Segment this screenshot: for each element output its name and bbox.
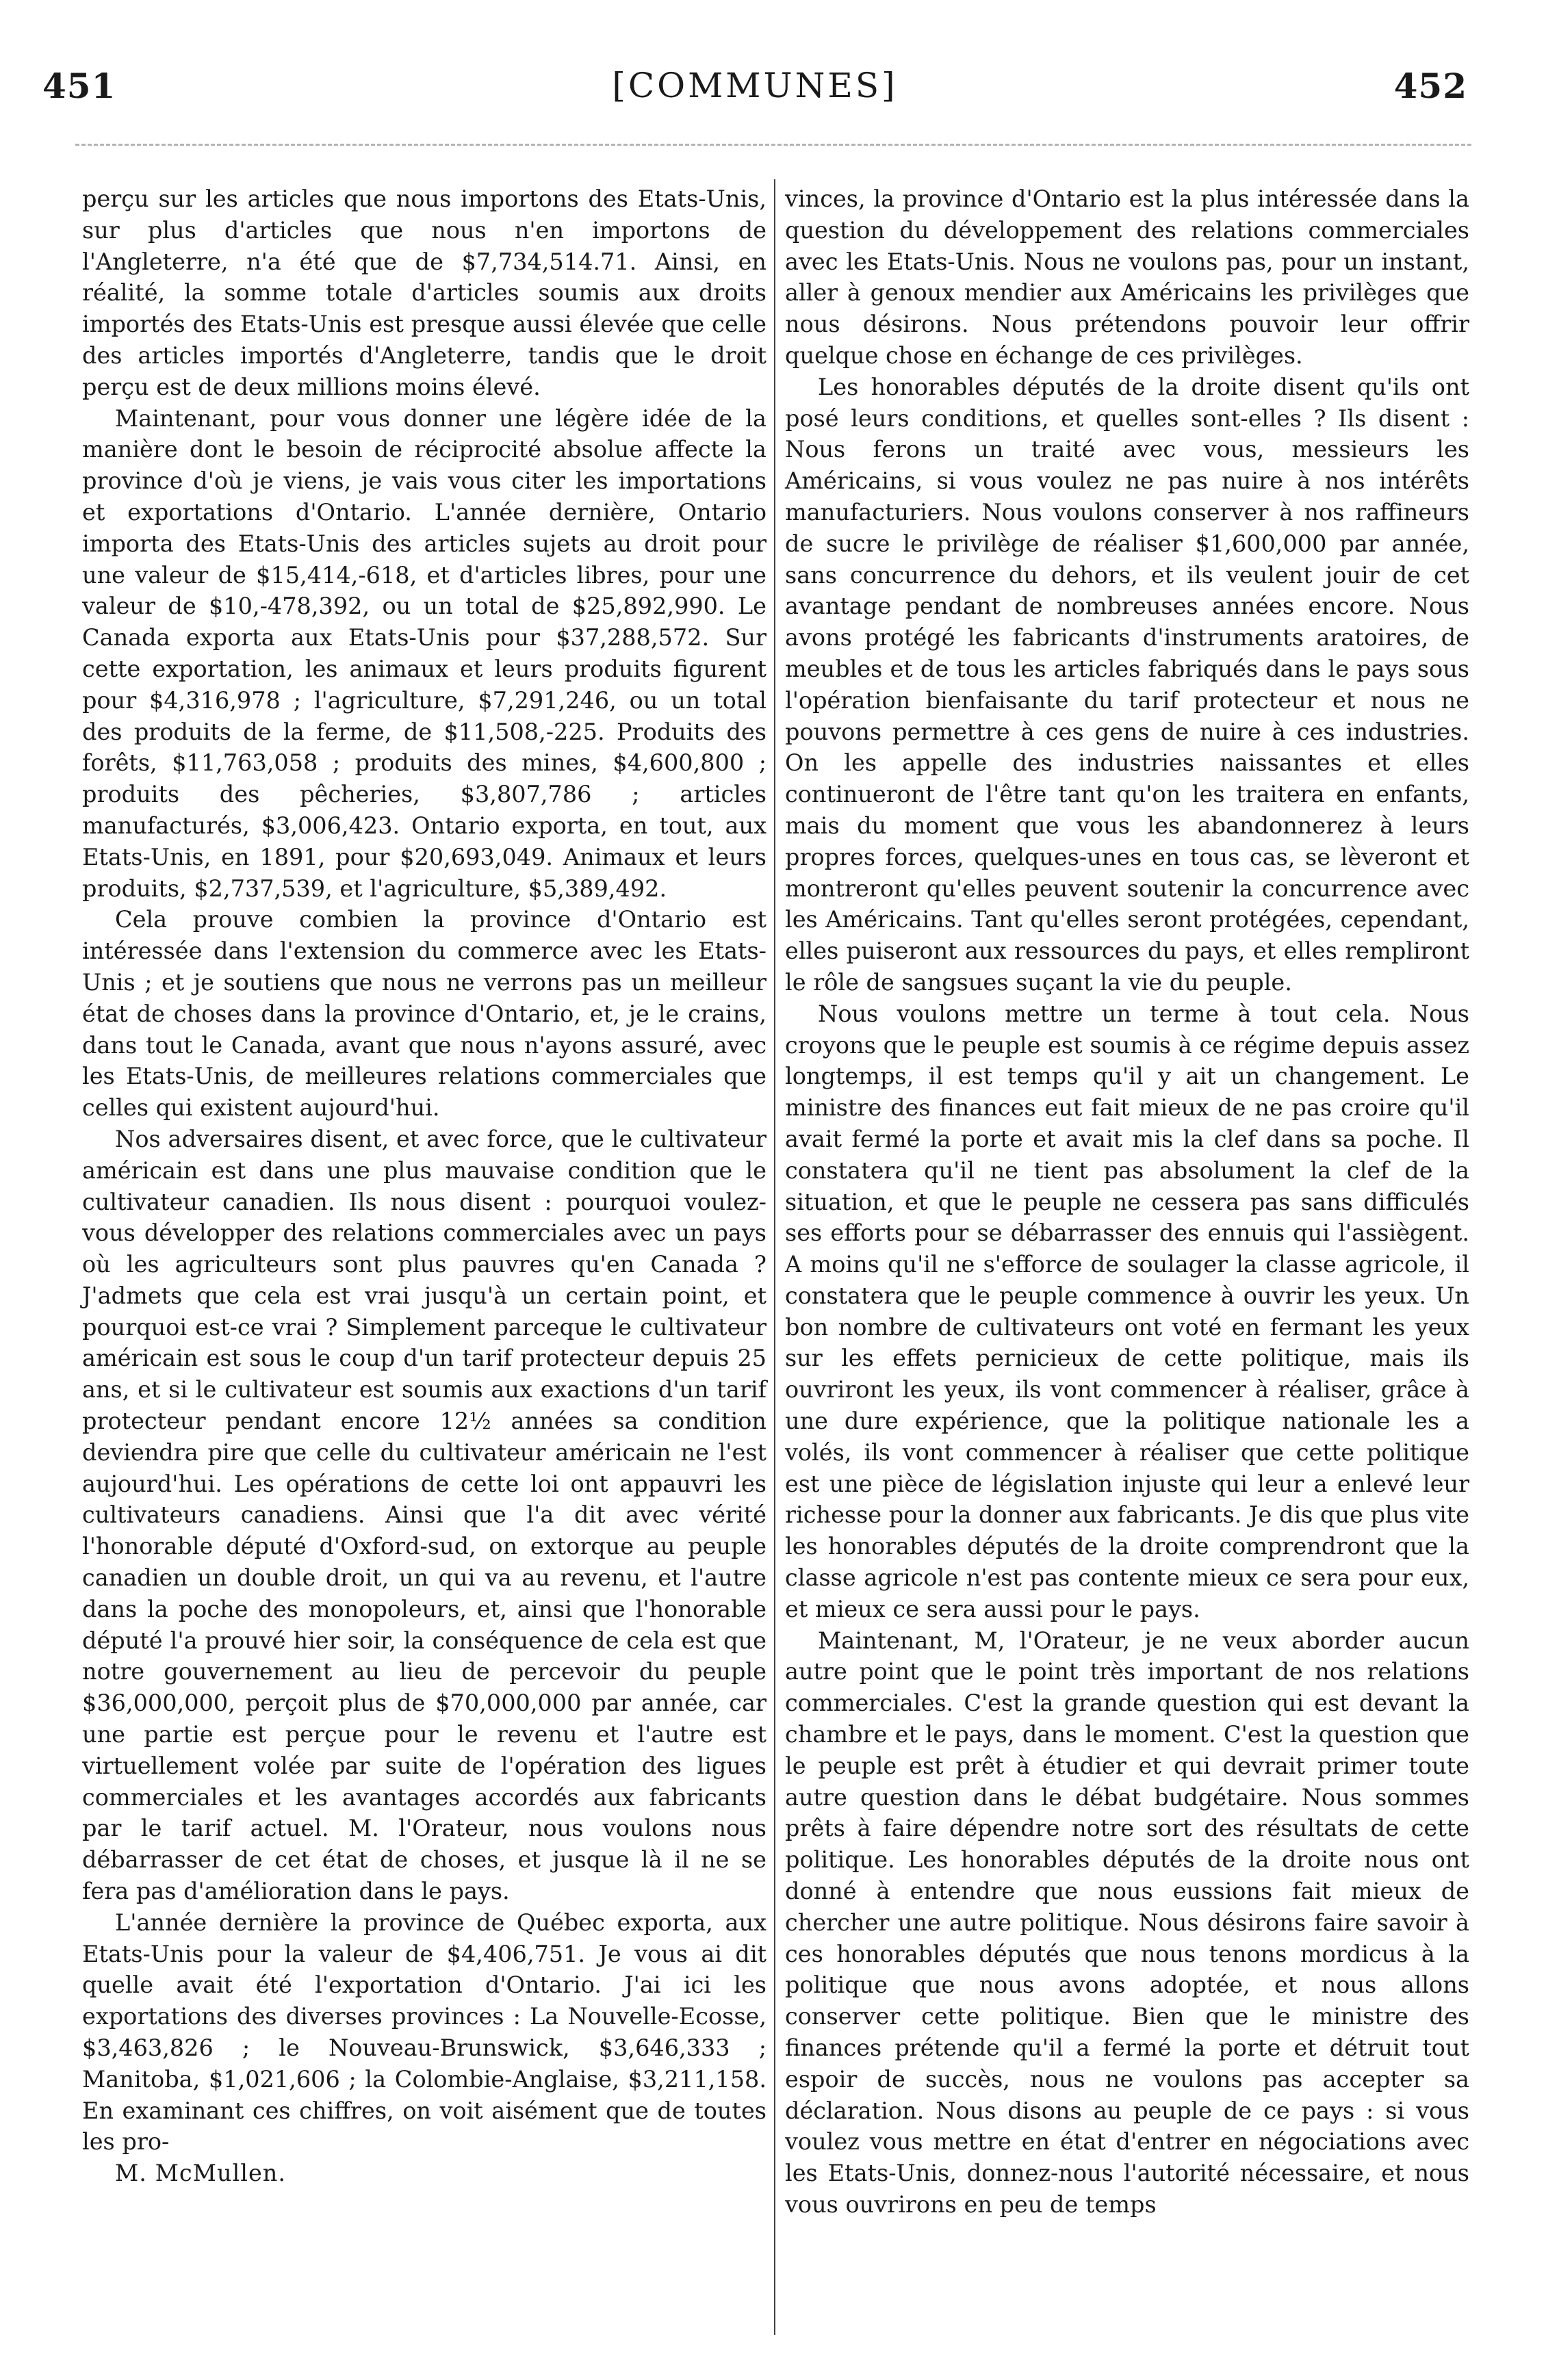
paragraph: Nous voulons mettre un terme à tout cela. Nous croyons que le peuple est soumis à ce régime depuis assez longtemps, il est temps qu'il y ait un changement. Le ministre des finances eut fait mieux de ne pas croire qu'il avait fermé la porte et avait mis la clef dans sa poche. Il constatera qu'il ne tient pas absolument la clef de la situation, et que le peuple ne cessera pas sans difficulés ses efforts pour se débarrasser des ennuis qui l'assiègent. A moins qu'il ne s'efforce de soulager la classe agricole, il constatera que le peuple commence à ouvrir les yeux. Un bon nombre de cultivateurs ont voté en fermant les yeux sur les effets pernicieux de cette politique, mais ils ouvriront les yeux, ils vont commencer à réaliser, grâce à une dure expérience, que la politique nationale les a volés, ils vont commencer à réaliser que cette politique est une pièce de législation injuste qui leur a enlevé leur richesse pour la donner aux fabricants. Je dis que plus vite les honorables députés de la droite comprendront que la classe agricole n'est pas contente mieux ce sera pour eux, et mieux ce sera aussi pour le pays. xyxy=(785,1000,1469,1622)
paragraph: L'année dernière la province de Québec exporta, aux Etats-Unis pour la valeur de $4,406,751. Je vous ai dit quelle avait été l'exportation d'Ontario. J'ai ici les exportations des diverses provinces : La Nouvelle-Ecosse, $3,463,826 ; le Nouveau-Brunswick, $3,646,333 ; Manitoba, $1,021,606 ; la Colombie-Anglaise, $3,211,158. En examinant ces chiffres, on voit aisément que de toutes les pro- xyxy=(82,1909,766,2156)
page-number-left: 451 xyxy=(42,66,116,106)
section-title: [COMMUNES] xyxy=(612,66,898,105)
column-divider xyxy=(774,179,775,2335)
right-column xyxy=(785,183,1469,2221)
paragraph: Maintenant, M, l'Orateur, je ne veux aborder aucun autre point que le point très important de nos relations commerciales. C'est la grande question qui est devant la chambre et le pays, dans le moment. C'est la question que le peuple est prêt à étudier et qui devrait primer toute autre question dans le débat budgétaire. Nous sommes prêts à faire dépendre notre sort des résultats de cette politique. Les honorables députés de la droite nous ont donné à entendre que nous eussions fait mieux de chercher une autre politique. Nous désirons faire savoir à ces honorables députés que nous tenons mordicus à la politique que nous avons adoptée, et nous allons conserver cette politique. Bien que le ministre des finances prétende qu'il a fermé la porte et détruit tout espoir de succès, nous ne voulons pas accepter sa déclaration. Nous disons au peuple de ce pays : si vous voulez vous mettre en état d'entrer en négociations avec les Etats-Unis, donnez-nous l'autorité nécessaire, et nous vous ouvrirons en peu de temps xyxy=(785,1627,1469,2218)
paragraph: Maintenant, pour vous donner une légère idée de la manière dont le besoin de réciprocité absolue affecte la province d'où je viens, je vais vous citer les importations et exportations d'Ontario. L'année dernière, Ontario importa des Etats-Unis des articles sujets au droit pour une valeur de $15,414,-618, et d'articles libres, pour une valeur de $10,-478,392, ou un total de $25,892,990. Le Canada exporta aux Etats-Unis pour $37,288,572. Sur cette exportation, les animaux et leurs produits figurent pour $4,316,978 ; l'agriculture, $7,291,246, ou un total des produits de la ferme, de $11,508,-225. Produits des forêts, $11,763,058 ; produits des mines, $4,600,800 ; produits des pêcheries, $3,807,786 ; articles manufacturés, $3,006,423. Ontario exporta, en tout, aux Etats-Unis, en 1891, pour $20,693,049. Animaux et leurs produits, $2,737,539, et l'agriculture, $5,389,492. xyxy=(82,404,766,902)
paragraph: perçu sur les articles que nous importons des Etats-Unis, sur plus d'articles que nous n'en importons de l'Angleterre, n'a été que de $7,734,514.71. Ainsi, en réalité, la somme totale d'articles soumis aux droits importés des Etats-Unis est presque aussi élevée que celle des articles importés d'Angleterre, tandis que le droit perçu est de deux millions moins élevé. xyxy=(82,185,766,400)
paragraph: Nos adversaires disent, et avec force, que le cultivateur américain est dans une plus mauvaise condition que le cultivateur canadien. Ils nous disent : pourquoi voulez-vous développer des relations commerciales avec un pays où les agriculteurs sont plus pauvres qu'en Canada ? J'admets que cela est vrai jusqu'à un certain point, et pourquoi est-ce vrai ? Simplement parceque le cultivateur américain est sous le coup d'un tarif protecteur depuis 25 ans, et si le cultivateur est soumis aux exactions d'un tarif protecteur pendant encore 12½ années sa condition deviendra pire que celle du cultivateur américain ne l'est aujourd'hui. Les opérations de cette loi ont appauvri les cultivateurs canadiens. Ainsi que l'a dit avec vérité l'honorable député d'Oxford-sud, on extorque au peuple canadien un double droit, un qui va au revenu, et l'autre dans la poche des monopoleurs, et, ainsi que l'honorable député l'a prouvé hier soir, la conséquence de cela est que notre gouvernement au lieu de percevoir du peuple $36,000,000, perçoit plus de $70,000,000 par année, car une partie est perçue pour le revenu et l'autre est virtuellement volée par suite de l'opération des ligues commerciales et les avantages accordés aux fabricants par le tarif actuel. M. l'Orateur, nous voulons nous débarrasser de cet état de choses, et jusque là il ne se fera pas d'amélioration dans le pays. xyxy=(82,1125,766,1905)
page-number-right: 452 xyxy=(1393,66,1467,106)
page-header xyxy=(42,66,1467,120)
paragraph: vinces, la province d'Ontario est la plus intéressée dans la question du développement des relations commerciales avec les Etats-Unis. Nous ne voulons pas, pour un instant, aller à genoux mendier aux Américains les privilèges que nous désirons. Nous prétendons pouvoir leur offrir quelque chose en échange de ces privilèges. xyxy=(785,185,1469,369)
paragraph: Les honorables députés de la droite disent qu'ils ont posé leurs conditions, et quelles sont-elles ? Ils disent : Nous ferons un traité avec vous, messieurs les Américains, si vous voulez ne pas nuire à nos intérêts manufacturiers. Nous voulons conserver à nos raffineurs de sucre le privilège de réaliser $1,600,000 par année, sans concurrence du dehors, et ils veulent jouir de cet avantage pendant de nombreuses années encore. Nous avons protégé les fabricants d'instruments aratoires, de meubles et de tous les articles fabriqués dans le pays sous l'opération bienfaisante du tarif protecteur et nous ne pouvons permettre à ces gens de nuire à ces industries. On les appelle des industries naissantes et elles continueront de l'être tant qu'on les traitera en enfants, mais du moment que vous les abandonnerez à leurs propres forces, quelques-unes en tous cas, se lèveront et montreront qu'elles peuvent soutenir la concurrence avec les Américains. Tant qu'elles seront protégées, cependant, elles puiseront aux ressources du pays, et elles rempliront le rôle de sangsues suçant la vie du peuple. xyxy=(785,373,1469,996)
header-rule xyxy=(75,144,1471,146)
speaker-signature: M. McMullen. xyxy=(115,2160,287,2187)
left-column xyxy=(82,183,766,2189)
paragraph: Cela prouve combien la province d'Ontario est intéressée dans l'extension du commerce avec les Etats-Unis ; et je soutiens que nous ne verrons pas un meilleur état de choses dans la province d'Ontario, et, je le crains, dans tout le Canada, avant que nous n'ayons assuré, avec les Etats-Unis, de meilleures relations commerciales que celles qui existent aujourd'hui. xyxy=(82,906,766,1122)
